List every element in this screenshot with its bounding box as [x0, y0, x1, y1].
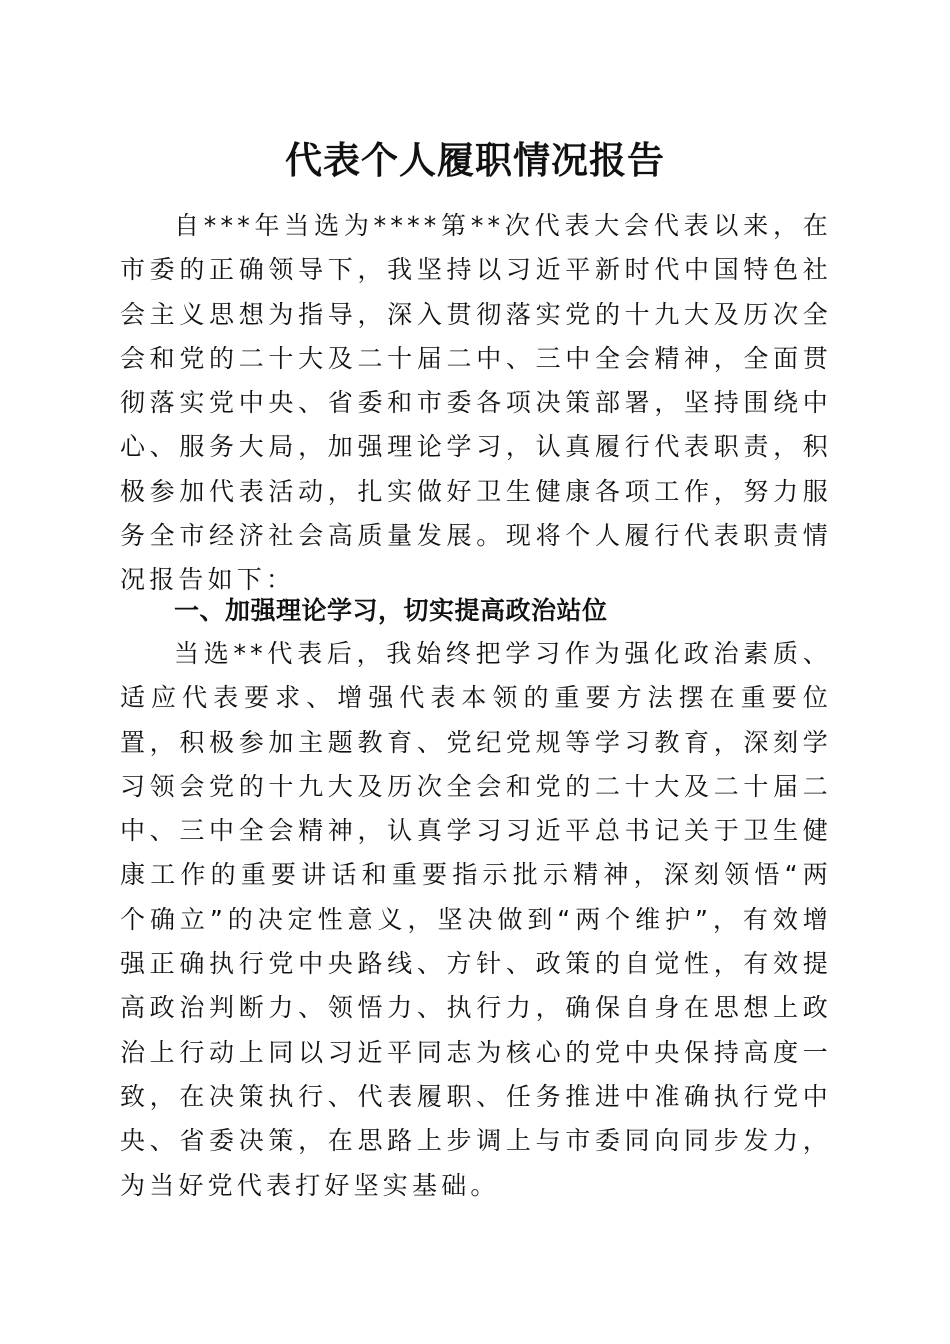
section-paragraph: 当选**代表后，我始终把学习作为强化政治素质、适应代表要求、增强代表本领的重要方法摆在重要位置，积极参加主题教育、党纪党规等学习教育，深刻学习领会党的十九大及历次全会和党的二十大及二十届二中、三中全会精神，认真学习习近平总书记关于卫生健康工作的重要讲话和重要指示批示精神，深刻领悟“两个确立”的决定性意义，坚决做到“两个维护”，有效增强正确执行党中央路线、方针、政策的自觉性，有效提高政治判断力、领悟力、执行力，确保自身在思想上政治上行动上同以习近平同志为核心的党中央保持高度一致，在决策执行、代表履职、任务推进中准确执行党中央、省委决策，在思路上步调上与市委同向同步发力，为当好党代表打好坚实基础。	[120, 639, 832, 1200]
document-title: 代表个人履职情况报告	[285, 138, 665, 182]
section-heading: 一、加强理论学习，切实提高政治站位	[174, 596, 608, 625]
intro-paragraph: 自***年当选为****第**次代表大会代表以来，在市委的正确领导下，我坚持以习近平新时代中国特色社会主义思想为指导，深入贯彻落实党的十九大及历次全会和党的二十大及二十届二中、三中全会精神，全面贯彻落实党中央、省委和市委各项决策部署，坚持围绕中心、服务大局，加强理论学习，认真履行代表职责，积极参加代表活动，扎实做好卫生健康各项工作，努力服务全市经济社会高质量发展。现将个人履行代表职责情况报告如下：	[120, 211, 832, 595]
